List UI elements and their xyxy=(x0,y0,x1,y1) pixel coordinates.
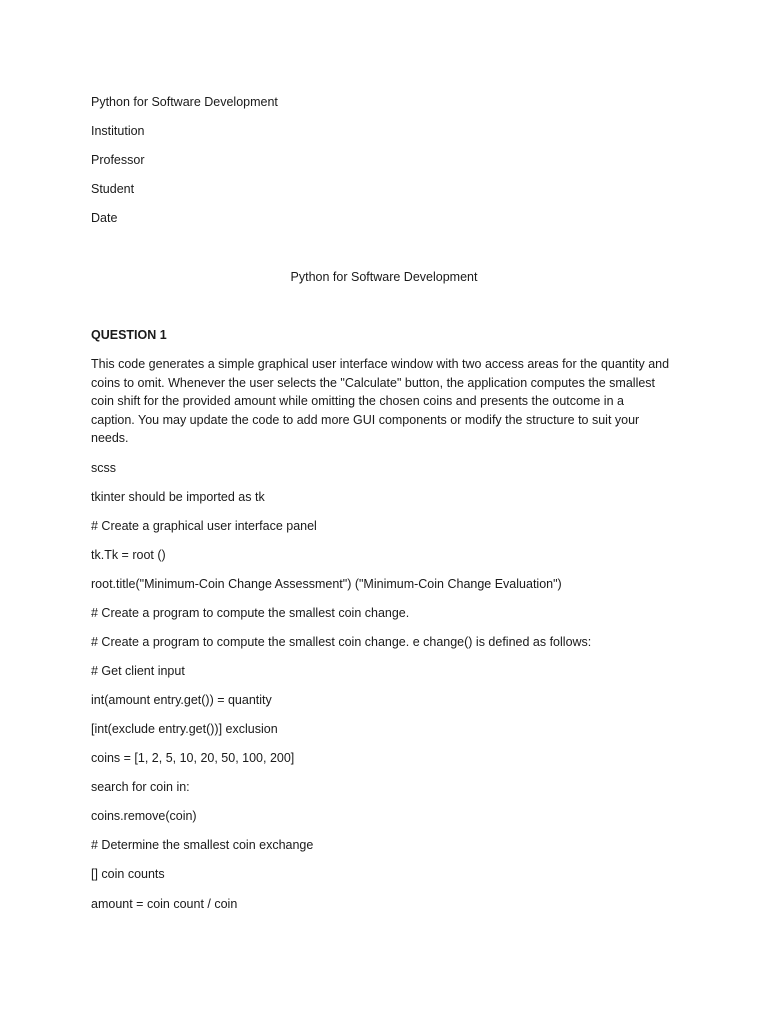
intro-line: coins to omit. Whenever the user selects the "Calculate" button, the application computes the smallest xyxy=(91,375,656,390)
code-line: tk.Tk = root () xyxy=(91,548,166,562)
code-line: tkinter should be imported as tk xyxy=(91,490,265,504)
intro-line: This code generates a simple graphical user interface window with two access areas for the quantity and xyxy=(91,357,670,371)
header-institution: Institution xyxy=(91,124,145,138)
code-line: int(amount entry.get()) = quantity xyxy=(91,693,272,707)
question-heading: QUESTION 1 xyxy=(91,328,167,342)
code-line: # Determine the smallest coin exchange xyxy=(91,838,314,852)
code-line: # Create a program to compute the smallest coin change. e change() is defined as follows: xyxy=(91,635,592,649)
header-student: Student xyxy=(91,182,135,196)
code-line: coins = [1, 2, 5, 10, 20, 50, 100, 200] xyxy=(91,751,295,765)
intro-line: needs. xyxy=(91,431,129,445)
intro-line: caption. You may update the code to add more GUI components or modify the structure to suit your xyxy=(91,412,640,427)
header-professor: Professor xyxy=(91,153,145,167)
code-line: coins.remove(coin) xyxy=(91,809,197,823)
code-line: root.title("Minimum-Coin Change Assessment") ("Minimum-Coin Change Evaluation") xyxy=(91,577,562,591)
header-date: Date xyxy=(91,211,118,225)
header-course: Python for Software Development xyxy=(91,95,278,109)
code-line: amount = coin count / coin xyxy=(91,897,238,911)
intro-paragraph xyxy=(91,355,691,448)
code-line: scss xyxy=(91,461,116,475)
code-line: [int(exclude entry.get())] exclusion xyxy=(91,722,278,736)
document-title: Python for Software Development xyxy=(290,270,478,284)
code-line: [] coin counts xyxy=(91,867,165,881)
code-line: search for coin in: xyxy=(91,780,190,794)
code-line: # Create a program to compute the smallest coin change. xyxy=(91,606,410,620)
code-line: # Get client input xyxy=(91,664,185,678)
intro-line: coin shift for the provided amount while omitting the chosen coins and presents the outcome in a xyxy=(91,394,624,408)
code-line: # Create a graphical user interface panel xyxy=(91,519,317,533)
